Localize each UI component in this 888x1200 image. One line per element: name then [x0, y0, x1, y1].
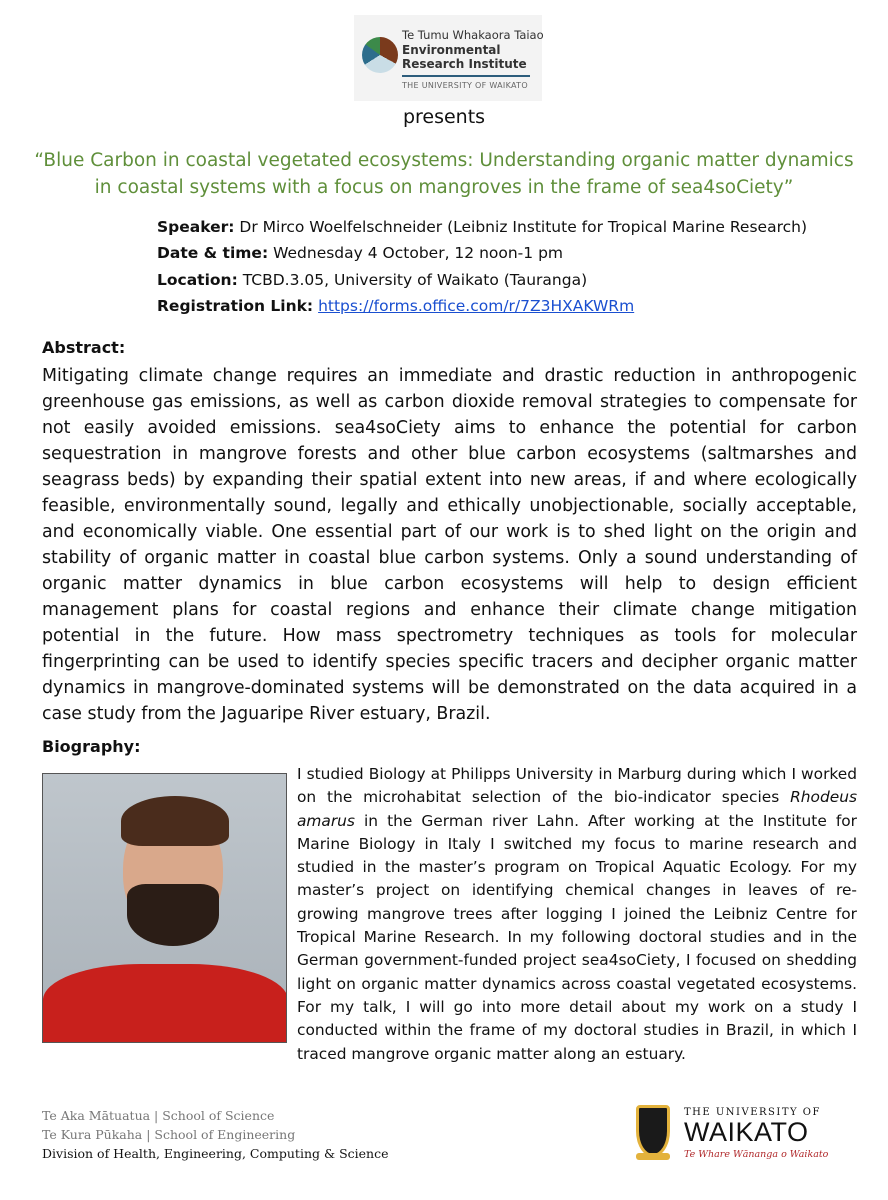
waikato-logo — [636, 1105, 836, 1165]
species-name: Rhodeus amarus — [297, 788, 857, 830]
photo-beard — [127, 884, 219, 946]
bio-text: in the German river Lahn. After working at the Institute for Marine Biology in Italy I switched my focus to marine research and studied in the master’s program on Tropical Aquatic Ecology. For my master’s project on identifying chemical changes in leaves of re-growing mangrove trees after logging I joined the Leibniz Centre for Tropical Marine Research. In my following doctoral studies and in the German government-funded project sea4soCiety, I focused on shedding light on organic matter dynamics across coastal vegetated ecosystems. For my talk, I will go into more detail about my work on a study I conducted within the frame of my doctoral studies in Brazil, in which I traced mangrove organic matter along an estuary. — [297, 811, 857, 1063]
uw-logo-text: Te Whare Wānanga o Waikato — [684, 1149, 829, 1160]
location-value: TCBD.3.05, University of Waikato (Tauranga) — [237, 270, 588, 289]
photo-hair — [121, 796, 229, 846]
crest-icon — [636, 1105, 670, 1157]
speaker-line — [157, 214, 807, 240]
speaker-photo — [42, 773, 287, 1043]
event-info — [157, 214, 807, 319]
footer-line: Division of Health, Engineering, Computing & Science — [42, 1146, 389, 1161]
footer-line: Te Kura Pūkaha | School of Engineering — [42, 1127, 296, 1142]
logo-rule — [402, 75, 530, 77]
date-value: Wednesday 4 October, 12 noon-1 pm — [268, 244, 564, 263]
photo-shirt — [43, 964, 287, 1043]
speaker-label: Speaker: — [157, 218, 235, 236]
eri-logo — [354, 15, 542, 101]
date-line — [157, 240, 807, 266]
footer-line: Te Aka Mātuatua | School of Science — [42, 1108, 275, 1123]
registration-line — [157, 293, 807, 319]
koru-swirl-icon — [362, 37, 398, 73]
speaker-value: Dr Mirco Woelfelschneider (Leibniz Institute for Tropical Marine Research) — [234, 218, 808, 236]
talk-title: “Blue Carbon in coastal vegetated ecosystems: Understanding organic matter dynamics in coastal systems with a focus on mangroves in the frame of sea4soCiety” — [34, 150, 854, 198]
date-label: Date & time: — [157, 244, 269, 263]
registration-label: Registration Link: — [157, 296, 314, 315]
location-label: Location: — [157, 270, 238, 289]
registration-link[interactable]: https://forms.office.com/r/7Z3HXAKWRm — [318, 296, 635, 315]
footer-schools — [42, 1106, 388, 1163]
location-line — [157, 267, 807, 293]
biography-heading: Biography: — [42, 737, 141, 756]
biography-text — [297, 763, 857, 1066]
logo-text: THE UNIVERSITY OF WAIKATO — [402, 81, 528, 90]
abstract-text: Mitigating climate change requires an immediate and drastic reduction in anthropogenic greenhouse gas emissions, as well as carbon dioxide removal strategies to compensate for not easily avoided emissions. sea4soCiety aims to enhance the potential for carbon sequestration in mangrove forests and other blue carbon ecosystems (saltmarshes and seagrass beds) by expanding their spatial extent into new areas, if and where ecologically feasible, environmentally sound, legally and ethically unobjectionable, socially acceptable, and economically viable. One essential part of our work is to shed light on the origin and stability of organic matter in coastal blue carbon systems. Only a sound understanding of organic matter dynamics in blue carbon ecosystems will help to design efficient management plans for coastal regions and enhance their climate change mitigation potential in the future. How mass spectrometry techniques as tools for molecular fingerprinting can be used to identify species specific tracers and decipher organic matter dynamics in mangrove-dominated systems will be demonstrated on the data acquired in a case study from the Jaguaripe River estuary, Brazil. — [42, 366, 857, 724]
uw-logo-text: THE UNIVERSITY OF — [684, 1107, 821, 1118]
presents-text: presents — [402, 106, 486, 128]
uw-logo-text: WAIKATO — [684, 1117, 809, 1147]
logo-text: Te Tumu Whakaora Taiao — [402, 28, 544, 42]
abstract-heading: Abstract: — [42, 338, 126, 357]
logo-text: Research Institute — [402, 57, 527, 71]
logo-text: Environmental — [402, 43, 501, 57]
bio-text: I studied Biology at Philipps University in Marburg during which I worked on the microhabitat selection of the bio-indicator species — [297, 765, 857, 807]
